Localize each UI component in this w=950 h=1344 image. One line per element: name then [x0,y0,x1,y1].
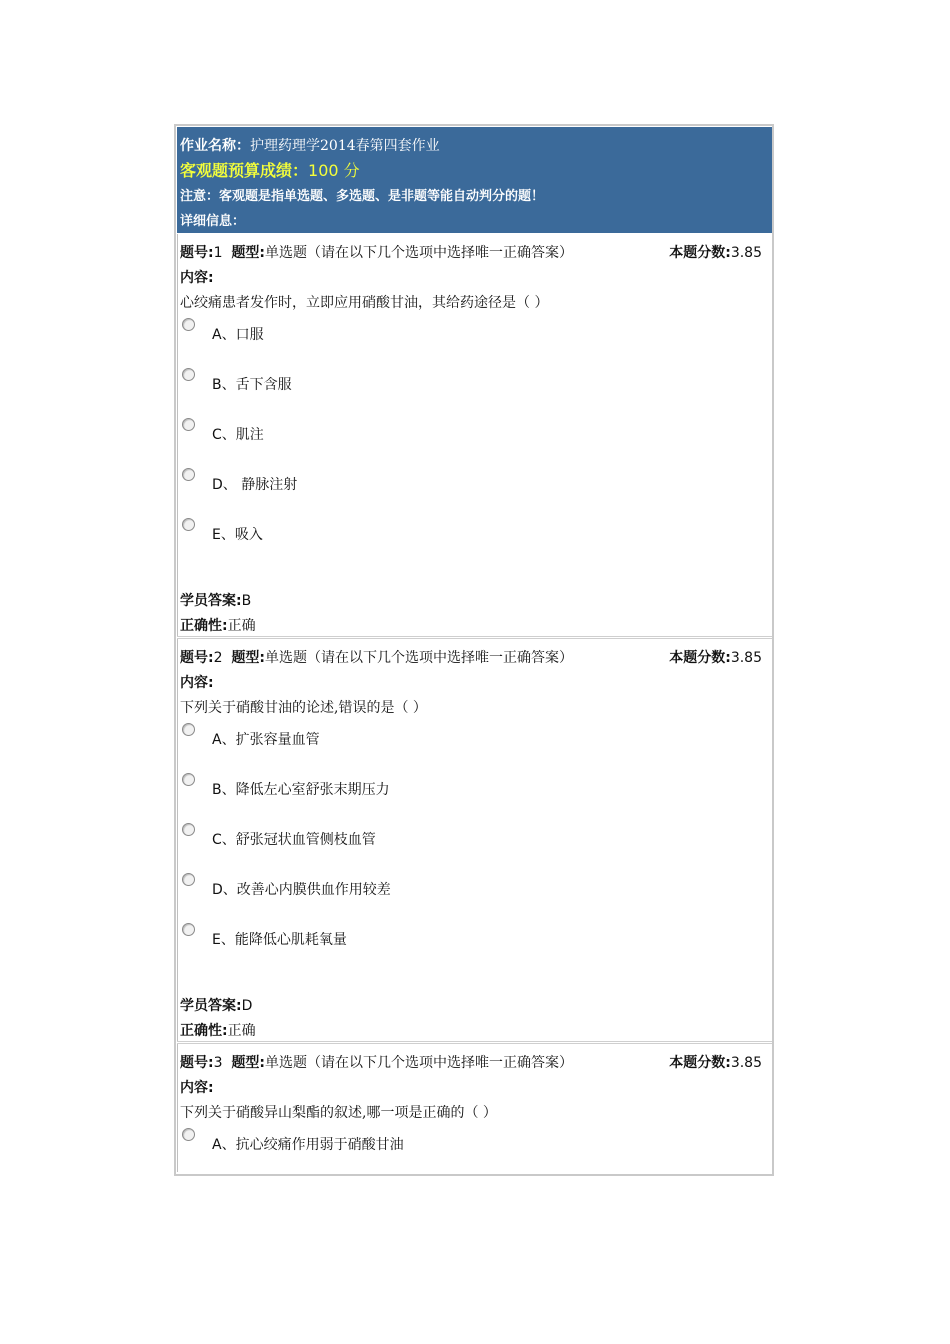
option-text: B、舌下含服 [212,377,292,393]
option-letter: D [212,477,223,493]
points-value: 3.85 [730,650,762,666]
option-label: 口服 [235,327,264,343]
answer-value: D [241,998,253,1014]
option-letter: E [212,932,221,948]
content-label: 内容: [180,270,214,286]
option-label: 吸入 [234,527,263,543]
correctness [180,1020,256,1040]
radio-button[interactable] [182,873,195,886]
question-points [669,242,762,262]
option-label: 扩张容量血管 [235,732,320,748]
score-value: 100 分 [308,161,360,180]
question-meta [180,1052,573,1072]
option-label: 肌注 [235,427,264,443]
objective-score [180,158,360,181]
option-letter: A [212,327,222,343]
option-text: D、 静脉注射 [212,477,298,493]
notice-text: 注意：客观题是指单选题、多选题、是非题等能自动判分的题！ [180,189,545,204]
points-label: 本题分数: [669,245,731,261]
title-value: 护理药理学2014春第四套作业 [250,138,440,154]
homework-header [177,127,772,233]
radio-button[interactable] [182,923,195,936]
radio-button[interactable] [182,1128,195,1141]
question-number: 1 [213,245,223,261]
question-meta [180,242,573,262]
radio-button[interactable] [182,518,195,531]
option-text: D、改善心内膜供血作用较差 [212,882,391,898]
radio-button[interactable] [182,468,195,481]
question-points [669,647,762,667]
correctness-label: 正确性: [180,1023,228,1039]
option-letter: C [212,832,222,848]
number-label: 题号: [180,245,214,261]
radio-button[interactable] [182,773,195,786]
question-stem: 下列关于硝酸甘油的论述,错误的是（ ） [180,700,427,716]
option-letter: A [212,1137,222,1153]
score-label: 客观题预算成绩： [180,161,309,180]
type-label: 题型: [231,245,266,261]
option-letter: A [212,732,222,748]
option-letter: B [212,782,222,798]
question-1 [177,234,772,636]
radio-button[interactable] [182,723,195,736]
detail-label: 详细信息： [180,214,246,229]
option-letter: E [212,527,221,543]
option-text: C、肌注 [212,427,264,443]
student-answer [180,995,252,1015]
answer-label: 学员答案: [180,998,242,1014]
correctness-label: 正确性: [180,618,228,634]
option-label: 静脉注射 [236,477,298,493]
points-label: 本题分数: [669,1055,731,1071]
question-2 [177,639,772,1041]
type-label: 题型: [231,650,266,666]
question-3 [177,1044,772,1172]
option-text: A、口服 [212,327,264,343]
content-label: 内容: [180,675,214,691]
correctness-value: 正确 [227,1023,256,1039]
option-label: 舒张冠状血管侧枝血管 [235,832,376,848]
option-text: E、能降低心肌耗氧量 [212,932,347,948]
points-label: 本题分数: [669,650,731,666]
radio-button[interactable] [182,418,195,431]
option-label: 舌下含服 [235,377,292,393]
correctness-value: 正确 [227,618,256,634]
correctness [180,615,256,635]
question-points [669,1052,762,1072]
number-label: 题号: [180,1055,214,1071]
homework-sheet [174,124,774,1176]
question-number: 2 [213,650,223,666]
question-type: 单选题（请在以下几个选项中选择唯一正确答案） [265,650,574,666]
option-label: 降低左心室舒张末期压力 [235,782,390,798]
title-label: 作业名称： [180,138,250,154]
option-text: A、扩张容量血管 [212,732,320,748]
radio-button[interactable] [182,368,195,381]
student-answer [180,590,251,610]
question-type: 单选题（请在以下几个选项中选择唯一正确答案） [265,245,574,261]
answer-label: 学员答案: [180,593,242,609]
answer-value: B [241,593,252,609]
question-type: 单选题（请在以下几个选项中选择唯一正确答案） [265,1055,574,1071]
question-meta [180,647,573,667]
number-label: 题号: [180,650,214,666]
option-letter: D [212,882,223,898]
option-text: B、降低左心室舒张末期压力 [212,782,390,798]
points-value: 3.85 [730,245,762,261]
type-label: 题型: [231,1055,266,1071]
option-letter: B [212,377,222,393]
radio-button[interactable] [182,823,195,836]
option-text: A、抗心绞痛作用弱于硝酸甘油 [212,1137,404,1153]
option-text: C、舒张冠状血管侧枝血管 [212,832,376,848]
option-label: 能降低心肌耗氧量 [234,932,347,948]
option-letter: C [212,427,222,443]
option-text: E、吸入 [212,527,263,543]
content-label: 内容: [180,1080,214,1096]
question-stem: 下列关于硝酸异山梨酯的叙述,哪一项是正确的（ ） [180,1105,497,1121]
points-value: 3.85 [730,1055,762,1071]
homework-title [180,135,440,155]
option-label: 抗心绞痛作用弱于硝酸甘油 [235,1137,404,1153]
option-label: 改善心内膜供血作用较差 [236,882,391,898]
question-stem: 心绞痛患者发作时，立即应用硝酸甘油，其给药途径是（ ） [180,295,549,311]
question-number: 3 [213,1055,223,1071]
radio-button[interactable] [182,318,195,331]
